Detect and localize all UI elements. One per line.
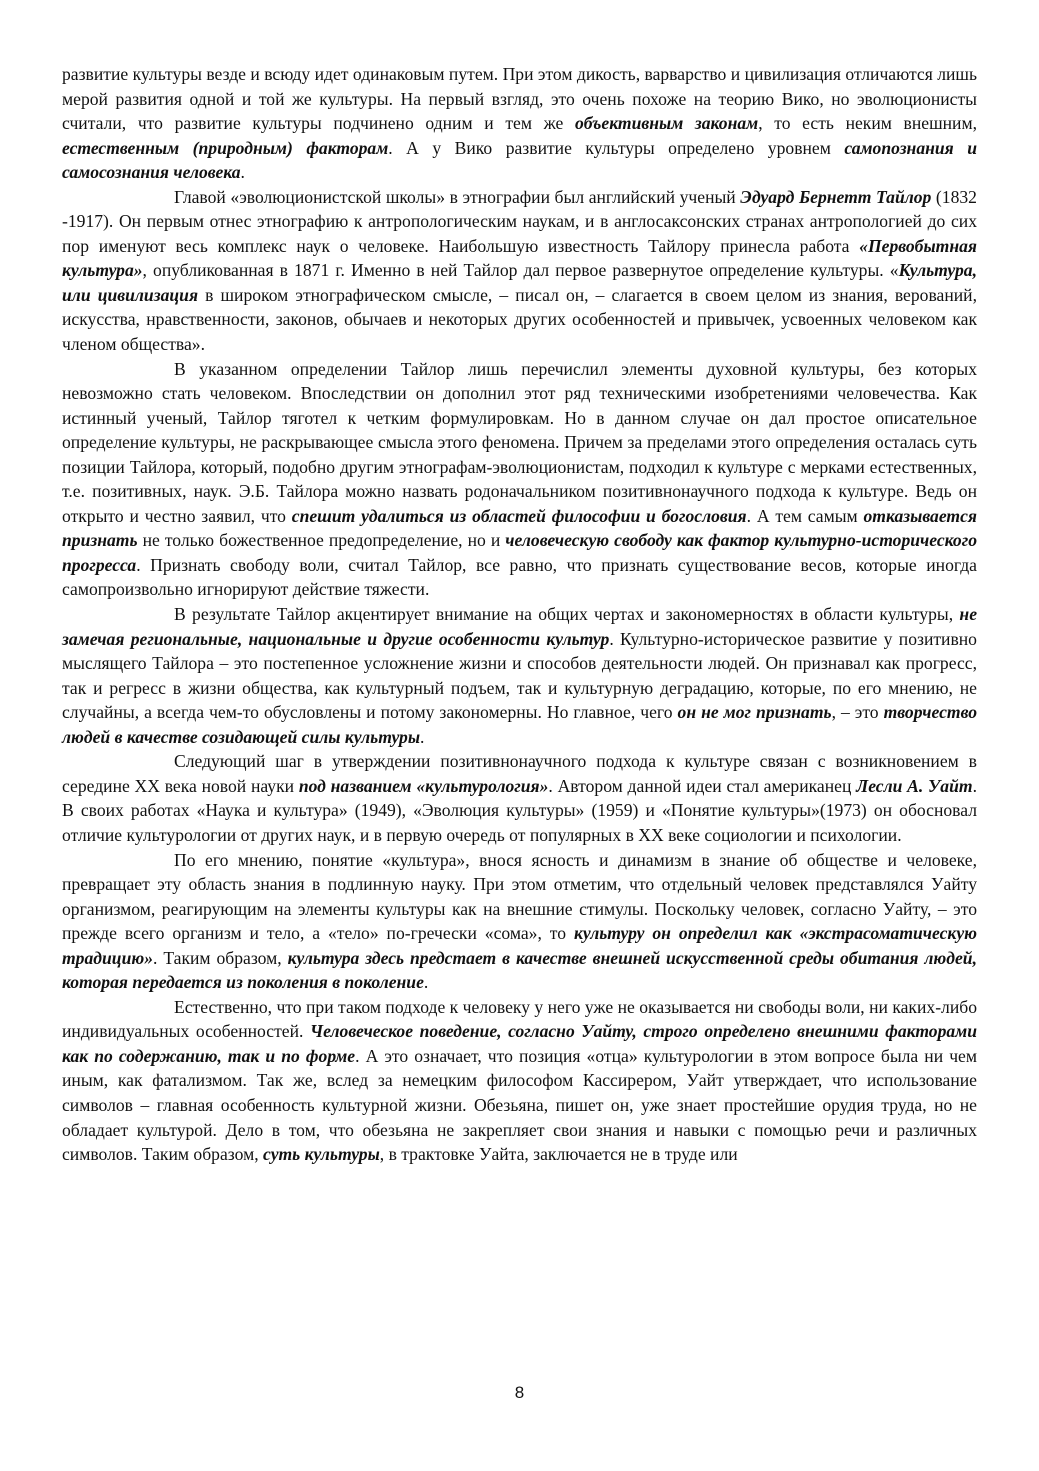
- body-text: Главой «эволюционистской школы» в этнографии был английский ученый: [174, 186, 741, 207]
- body-text: .: [423, 972, 429, 993]
- paragraph-1: [62, 62, 977, 185]
- page-number: 8: [514, 1383, 525, 1402]
- body-text: , опубликованная в 1871 г. Именно в ней Тайлор дал первое развернутое определение культуры. «: [142, 260, 899, 281]
- paragraph-4: [62, 602, 977, 749]
- paragraph-7: [62, 995, 977, 1167]
- body-text: . Культурно-историческое развитие у позитивно мыслящего Тайлора – это постепенное усложнение жизни и способов деятельности людей. Он признавал как прогресс, так и регресс в жизни общества, как культурный подъем, так и культурную деградацию, которые, по его мнению, не случайны, а всегда чем-то обусловлены и потому закономерны. Но главное, чего: [62, 628, 977, 723]
- body-text: , в трактовке Уайта, заключается не в труде или: [379, 1144, 738, 1165]
- emphasis-text: человеческую свободу как фактор культурно-исторического прогресса: [62, 530, 977, 575]
- emphasis-text: Лесли А. Уайт: [856, 775, 973, 796]
- emphasis-text: творчество людей в качестве созидающей силы культуры: [62, 702, 978, 747]
- body-text: . Автором данной идеи стал американец: [548, 775, 857, 796]
- body-text: развитие культуры везде и всюду идет одинаковым путем. При этом дикость, варварство и цивилизация отличаются лишь мерой развития одной и той же культуры. На первый взгляд, это очень похоже на теорию Вико, но эволюционисты считали, что развитие культуры подчинено одним и тем же: [62, 64, 977, 134]
- body-text: .: [240, 162, 245, 183]
- emphasis-text: суть культуры: [263, 1144, 380, 1165]
- document-body: [62, 62, 977, 1167]
- body-text: . А это означает, что позиция «отца» культурологии в этом вопросе была ни чем иным, как фатализмом. Так же, вслед за немецким философом Кассирером, Уайт утверждает, что использование символов – главная особенность культурной жизни. Обезьяна, пишет он, уже знает простейшие орудия труда, но не обладает культурой. Дело в том, что обезьяна не закрепляет свои знания и навыки с помощью речи и различных символов. Таким образом,: [62, 1045, 977, 1165]
- emphasis-text: не замечая региональные, национальные и другие особенности культур: [62, 604, 977, 649]
- emphasis-text: он не мог признать: [677, 702, 832, 723]
- paragraph-5: [62, 749, 977, 847]
- body-text: в широком этнографическом смысле, – писал он, – слагается в своем целом из знания, верований, искусства, нравственности, законов, обычаев и некоторых других особенностей и привычек, усвоенных человеком как членом общества».: [62, 284, 977, 355]
- emphasis-text: Эдуард Бернетт Тайлор: [740, 186, 932, 207]
- body-text: . Признать свободу воли, считал Тайлор, все равно, что признать существование весов, которые иногда самопроизвольно игнорируют действие тяжести.: [62, 554, 977, 600]
- emphasis-text: «Первобытная культура»: [62, 235, 977, 281]
- body-text: . Таким образом,: [153, 947, 288, 968]
- body-text: не только божественное предопределение, но и: [137, 530, 506, 551]
- emphasis-text: естественным (природным) факторам: [62, 137, 389, 158]
- body-text: Естественно, что при таком подходе к человеку у него уже не оказывается ни свободы воли, ни каких-либо индивидуальных особенностей.: [62, 996, 977, 1042]
- emphasis-text: спешит удалиться из областей философии и богословия: [291, 505, 747, 526]
- body-text: По его мнению, понятие «культура», внося ясность и динамизм в знание об обществе и человеке, превращает эту область знания в подлинную науку. При этом отметим, что отдельный человек представлялся Уайту организмом, реагирующим на элементы культуры как на внешние стимулы. Поскольку человек, согласно Уайту, – это прежде всего организм и тело, а «тело» по-гречески «сома», то: [62, 849, 977, 944]
- body-text: . А у Вико развитие культуры определено уровнем: [388, 137, 845, 158]
- emphasis-text: культуру он определил как «экстрасоматическую традицию»: [62, 923, 977, 968]
- body-text: В результате Тайлор акцентирует внимание на общих чертах и закономерностях в области культуры,: [174, 604, 960, 625]
- emphasis-text: отказывается признать: [62, 505, 977, 551]
- emphasis-text: культура здесь предстает в качестве внешней искусственной среды обитания людей, которая передается из поколения в поколение: [62, 947, 977, 993]
- body-text: . В своих работах «Наука и культура» (1949), «Эволюция культуры» (1959) и «Понятие культуры»(1973) он обосновал отличие культурологии от других наук, и в первую очередь от популярных в XX веке социологии и психологии.: [62, 775, 977, 845]
- body-text: (1832 -1917). Он первым отнес этнографию к антропологическим наукам, и в англосаксонских странах антропологией до сих пор именуют весь комплекс наук о человеке. Наибольшую известность Тайлору принесла работа: [62, 186, 977, 256]
- emphasis-text: объективным законам: [574, 113, 759, 134]
- body-text: , – это: [831, 702, 884, 723]
- body-text: Следующий шаг в утверждении позитивнонаучного подхода к культуре связан с возникновением в середине XX века новой науки: [62, 751, 977, 796]
- emphasis-text: самопознания и самосознания человека: [62, 137, 977, 183]
- body-text: .: [420, 726, 425, 747]
- body-text: . А тем самым: [746, 505, 864, 526]
- paragraph-2: [62, 185, 977, 357]
- paragraph-6: [62, 848, 977, 995]
- body-text: , то есть неким внешним,: [758, 113, 977, 134]
- emphasis-text: Культура, или цивилизация: [62, 260, 977, 305]
- emphasis-text: Человеческое поведение, согласно Уайту, строго определено внешними факторами как по содержанию, так и по форме: [62, 1021, 977, 1066]
- body-text: В указанном определении Тайлор лишь перечислил элементы духовной культуры, без которых невозможно стать человеком. Впоследствии он дополнил этот ряд техническими изобретениями человечества. Как истинный ученый, Тайлор тяготел к четким формулировкам. Но в данном случае он дал простое описательное определение культуры, не раскрывающее смысла этого феномена. Причем за пределами этого определения осталась суть позиции Тайлора, который, подобно другим этнографам-эволюционистам, подходил к культуре с мерками естественных, т.е. позитивных, наук. Э.Б. Тайлора можно назвать родоначальником позитивнонаучного подхода к культуре. Ведь он открыто и честно заявил, что: [62, 358, 977, 526]
- paragraph-3: [62, 357, 977, 602]
- emphasis-text: под названием «культурология»: [298, 775, 549, 796]
